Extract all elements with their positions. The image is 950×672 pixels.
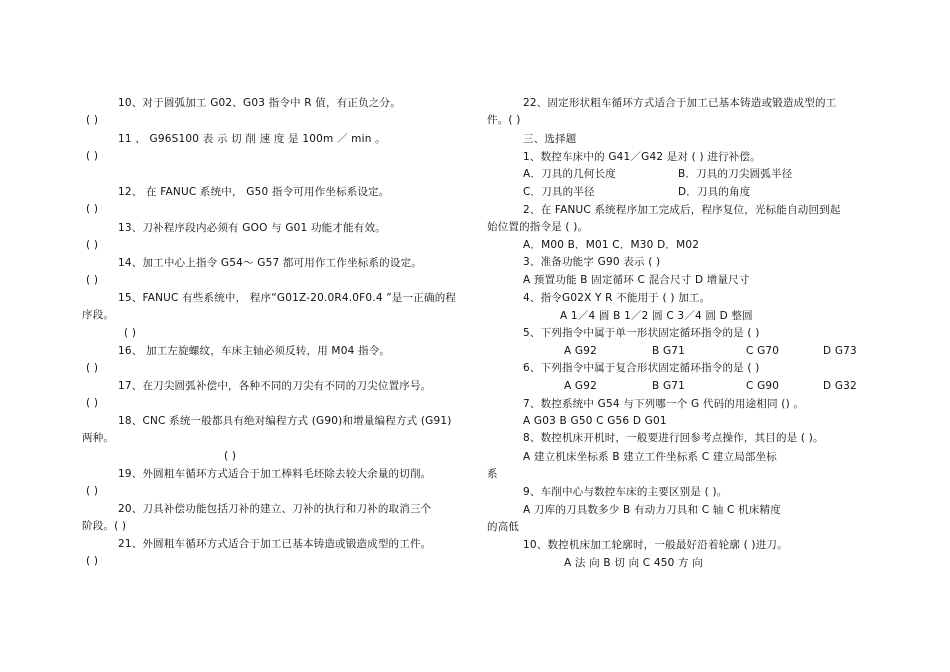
text-line: 序段。 — [82, 309, 115, 321]
text-line: A G03 B G50 C G56 D G01 — [523, 415, 667, 427]
text-line: 两种。 — [82, 432, 115, 444]
text-line: ( ) — [124, 327, 137, 339]
text-line: ( ) — [86, 203, 99, 215]
text-line: ( ) — [86, 485, 99, 497]
text-line: A 建立机床坐标系 B 建立工件坐标系 C 建立局部坐标 — [523, 451, 778, 463]
text-line: 22、固定形状粗车循环方式适合于加工已基本铸造或锻造成型的工 — [523, 97, 837, 109]
text-line: 9、车削中心与数控车床的主要区别是 ( )。 — [523, 486, 728, 498]
text-line: 2、在 FANUC 系统程序加工完成后，程序复位，光标能自动回到起 — [523, 204, 841, 216]
text-line: 11 、 G96S100 表 示 切 削 速 度 是 100m ／ min 。 — [118, 133, 386, 145]
text-line: 1、数控车床中的 G41／G42 是对 ( ) 进行补偿。 — [523, 151, 761, 163]
text-line: 12、 在 FANUC 系统中， G50 指令可用作坐标系设定。 — [118, 186, 390, 198]
text-line: A G92 — [564, 380, 598, 392]
text-line: 10、数控机床加工轮廓时，一般最好沿着轮廓 ( )进刀。 — [523, 539, 788, 551]
text-line: A G92 — [564, 345, 598, 357]
text-line: ( ) — [86, 362, 99, 374]
text-line: B G71 — [652, 345, 686, 357]
text-line: ( ) — [224, 450, 237, 462]
text-line: C G90 — [746, 380, 780, 392]
text-line: B．刀具的刀尖圆弧半径 — [678, 168, 793, 180]
text-line: B G71 — [652, 380, 686, 392]
text-line: 10、对于圆弧加工 G02、G03 指令中 R 值，有正负之分。 — [118, 97, 401, 109]
text-line: ( ) — [86, 274, 99, 286]
text-line: ( ) — [86, 150, 99, 162]
text-line: 始位置的指令是 ( )。 — [487, 221, 589, 233]
text-line: A 法 向 B 切 向 C 450 方 向 — [564, 557, 703, 569]
text-line: ( ) — [86, 239, 99, 251]
text-line: C．刀具的半径 — [523, 186, 595, 198]
text-line: 16、 加工左旋螺纹，车床主轴必须反转，用 M04 指令。 — [118, 345, 391, 357]
text-line: 的高低 — [487, 521, 520, 533]
text-line: A 1／4 圆 B 1／2 圆 C 3／4 圆 D 整圆 — [560, 310, 753, 322]
text-line: 阶段。( ) — [82, 520, 127, 532]
text-line: 15、FANUC 有些系统中， 程序“G01Z-20.0R4.0F0.4 ”是一正确的程 — [118, 292, 457, 304]
text-line: 件。( ) — [487, 114, 521, 126]
text-line: A．M00 B．M01 C．M30 D．M02 — [523, 239, 700, 251]
text-line: 3、准备功能字 G90 表示 ( ) — [523, 256, 661, 268]
text-line: 17、在刀尖圆弧补偿中，各种不同的刀尖有不同的刀尖位置序号。 — [118, 380, 432, 392]
text-line: A 预置功能 B 固定循环 C 混合尺寸 D 增量尺寸 — [523, 274, 750, 286]
text-line: 7、数控系统中 G54 与下列哪一个 G 代码的用途相同 () 。 — [523, 398, 805, 410]
text-line: 三、选择题 — [523, 133, 577, 145]
text-line: 20、刀具补偿功能包括刀补的建立、刀补的执行和刀补的取消三个 — [118, 503, 432, 515]
text-line: 13、刀补程序段内必须有 GOO 与 G01 功能才能有效。 — [118, 222, 386, 234]
text-line: C G70 — [746, 345, 780, 357]
text-line: D G32 — [823, 380, 857, 392]
text-line: 18、CNC 系统一般都具有绝对编程方式 (G90)和增量编程方式 (G91) — [118, 415, 452, 427]
text-line: 4、指令G02X Y R 不能用于 ( ) 加工。 — [523, 292, 711, 304]
text-line: 系 — [487, 468, 498, 480]
text-line: ( ) — [86, 397, 99, 409]
text-line: A．刀具的几何长度 — [523, 168, 616, 180]
text-line: 6、下列指令中属于复合形状固定循环指令的是 ( ) — [523, 362, 760, 374]
text-line: 5、下列指令中属于单一形状固定循环指令的是 ( ) — [523, 327, 760, 339]
text-line: 21、外圆粗车循环方式适合于加工已基本铸造或锻造成型的工件。 — [118, 538, 432, 550]
text-line: ( ) — [86, 555, 99, 567]
text-line: A 刀库的刀具数多少 B 有动力刀具和 C 轴 C 机床精度 — [523, 504, 781, 516]
text-line: 14、加工中心上指令 G54～ G57 都可用作工作坐标系的设定。 — [118, 257, 422, 269]
text-line: 8、数控机床开机时，一般要进行回参考点操作，其目的是 ( )。 — [523, 432, 824, 444]
text-line: ( ) — [86, 114, 99, 126]
text-line: D．刀具的角度 — [678, 186, 751, 198]
text-line: 19、外圆粗车循环方式适合于加工棒料毛坯除去较大余量的切削。 — [118, 468, 432, 480]
text-line: D G73 — [823, 345, 857, 357]
